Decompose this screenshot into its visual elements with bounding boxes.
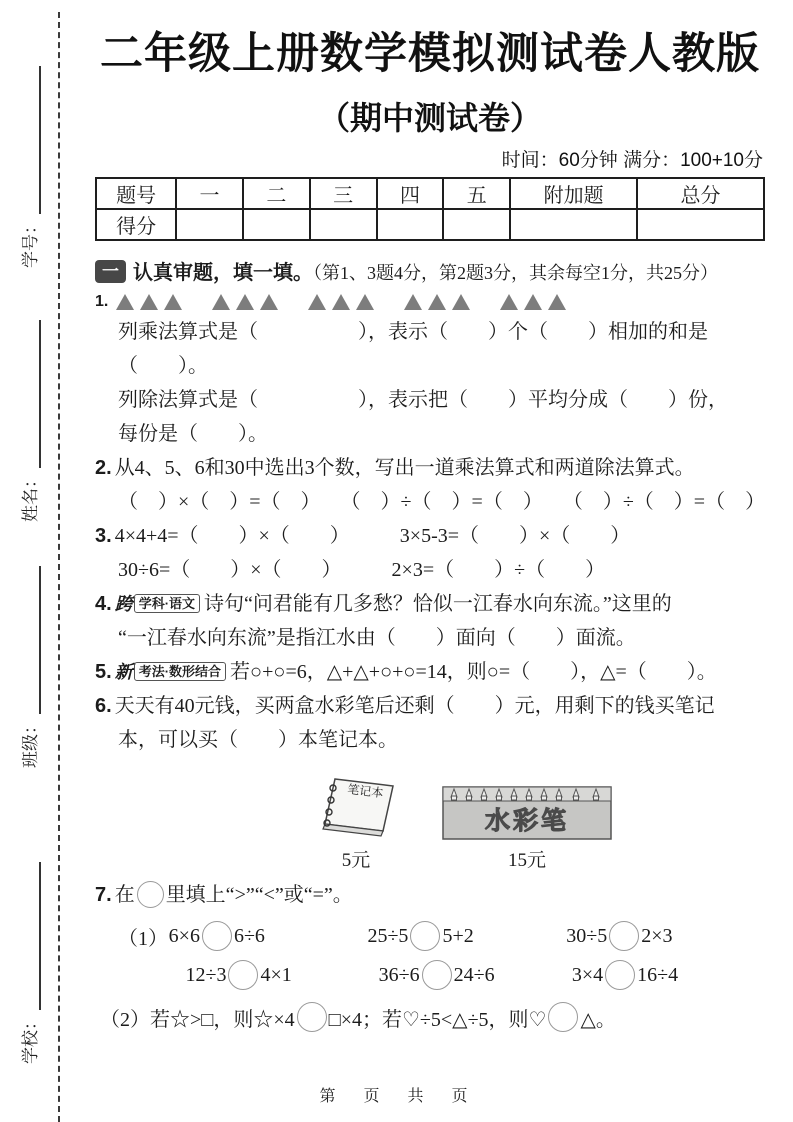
question-4-number: 4.	[95, 593, 112, 615]
score-cell	[510, 209, 637, 240]
page-title: 二年级上册数学模拟测试卷人教版	[100, 30, 760, 78]
comparison-item	[379, 960, 572, 990]
page-footer: 第 页 共 页	[319, 1088, 474, 1105]
answer-circle	[137, 881, 164, 908]
answer-circle	[605, 960, 635, 990]
question-7-part1-row2	[95, 960, 765, 990]
question-6-line-2: 本，可以买（ ）本笔记本。	[118, 729, 398, 751]
header-section-3: 三	[310, 178, 377, 209]
question-5-number: 5.	[95, 661, 112, 683]
triangle-icon	[116, 294, 134, 310]
triangle-group	[500, 294, 566, 310]
cross-subject-tag-box: 学科·语文	[134, 594, 200, 613]
answer-circle	[548, 1002, 578, 1032]
comparison-item	[572, 960, 765, 990]
comparison-item	[169, 921, 368, 951]
comparison-left: 30÷5	[566, 924, 608, 947]
question-4-text	[95, 587, 765, 621]
triangle-icon	[500, 294, 518, 310]
comparison-item	[566, 921, 765, 951]
triangle-icon	[452, 294, 470, 310]
comparison-right: 2×3	[641, 924, 673, 947]
page-subtitle: （期中测试卷）	[317, 100, 542, 136]
class-field	[15, 566, 41, 768]
question-1-figure	[95, 293, 765, 311]
class-blank-line	[23, 566, 41, 714]
student-number-blank-line	[23, 66, 41, 214]
student-number-field	[15, 66, 41, 268]
fold-dashed-line	[58, 12, 60, 1122]
question-1-line-1: 列乘法算式是（ ），表示（ ）个（ ）相加的和是（ ）。	[118, 321, 708, 377]
question-4-stem: 诗句“问君能有几多愁？恰似一江春水向东流。”这里的	[204, 593, 672, 615]
paintbox-figure	[441, 779, 613, 872]
new-method-tag-box: 考法·数形结合	[134, 662, 226, 681]
part2-label: （2）	[100, 1008, 150, 1031]
question-4-line-2: “一江春水向东流”是指江水由（ ）面向（ ）面流。	[118, 627, 636, 649]
question-5-text	[95, 655, 765, 689]
cross-subject-tag-prefix: 跨	[114, 594, 133, 614]
question-7-part2	[95, 1002, 765, 1032]
section-title: 认真审题，填一填。	[133, 262, 313, 284]
comparison-right: 24÷6	[453, 963, 495, 986]
question-7-part1-row1	[95, 921, 765, 951]
question-7-number: 7.	[95, 884, 112, 906]
question-1-number: 1.	[95, 293, 109, 310]
class-label: 班级：	[21, 717, 40, 768]
triangle-icon	[356, 294, 374, 310]
question-7-intro	[95, 878, 765, 912]
header-section-2: 二	[243, 178, 310, 209]
comparison-left: 25÷5	[367, 924, 409, 947]
score-table-header-row	[96, 178, 764, 209]
triangle-icon	[524, 294, 542, 310]
answer-circle	[410, 921, 440, 951]
triangle-icon	[236, 294, 254, 310]
school-label: 学校：	[21, 1013, 40, 1064]
score-cell	[243, 209, 310, 240]
triangle-icon	[548, 294, 566, 310]
section-score-note: （第1、3题4分，第2题3分，其余每空1分，共25分）	[313, 263, 718, 283]
student-name-field	[15, 320, 41, 522]
comparison-right: 5+2	[442, 924, 474, 947]
notebook-image	[313, 767, 399, 843]
school-field	[15, 862, 41, 1064]
triangle-group	[404, 294, 470, 310]
new-method-tag-prefix: 新	[114, 662, 133, 682]
paper-content	[62, 0, 793, 1122]
notebook-figure	[313, 767, 399, 872]
answer-circle	[228, 960, 258, 990]
triangle-group	[212, 294, 278, 310]
triangle-icon	[308, 294, 326, 310]
answer-circle	[297, 1002, 327, 1032]
score-cell	[176, 209, 243, 240]
student-name-blank-line	[23, 320, 41, 468]
part2-segment-2: □×4；若♡÷5<△÷5，则♡	[328, 1008, 547, 1031]
answer-circle	[609, 921, 639, 951]
score-table	[95, 177, 765, 241]
comparison-left: 3×4	[571, 963, 604, 986]
school-blank-line	[23, 862, 41, 1010]
triangle-group	[116, 294, 182, 310]
notebook-price: 5元	[341, 850, 371, 871]
comparison-left: 36÷6	[378, 963, 420, 986]
triangle-icon	[332, 294, 350, 310]
score-cell	[637, 209, 764, 240]
comparison-left: 6×6	[168, 924, 200, 947]
comparison-right: 4×1	[260, 963, 292, 986]
question-2-number: 2.	[95, 457, 112, 479]
triangle-icon	[404, 294, 422, 310]
header-section-4: 四	[377, 178, 444, 209]
student-number-label: 学号：	[21, 217, 40, 268]
question-2-stem: 从4、5、6和30中选出3个数，写出一道乘法算式和两道除法算式。	[114, 457, 695, 479]
comparison-left: 12÷3	[185, 963, 227, 986]
student-name-label: 姓名：	[21, 471, 40, 522]
question-7-intro-suffix: 里填上“>”“<”或“=”。	[165, 884, 353, 906]
notebook-label: 笔记本	[346, 782, 385, 801]
time-score-meta: 时间：60分钟 满分：100+10分	[501, 150, 763, 171]
part1-label: （1）	[118, 927, 168, 950]
paintbox-label: 水彩笔	[484, 808, 570, 835]
triangle-icon	[428, 294, 446, 310]
score-row-label: 得分	[96, 209, 176, 240]
paintbox-image	[441, 779, 613, 843]
score-cell	[377, 209, 444, 240]
header-total: 总分	[637, 178, 764, 209]
answer-circle	[202, 921, 232, 951]
triangle-icon	[164, 294, 182, 310]
comparison-item	[367, 921, 566, 951]
question-6-figures	[313, 767, 765, 872]
comparison-right: 16÷4	[637, 963, 679, 986]
question-1-line-3: 每份是（ ）。	[118, 423, 268, 445]
header-section-5: 五	[443, 178, 510, 209]
triangle-icon	[260, 294, 278, 310]
header-extra-credit: 附加题	[510, 178, 637, 209]
score-table-score-row	[96, 209, 764, 240]
question-5-stem: 若○+○=6，△+△+○+○=14，则○=（ ），△=（ ）。	[230, 661, 717, 683]
section-number-badge: 一	[95, 260, 126, 283]
comparison-item	[185, 960, 378, 990]
part2-segment-3: △。	[580, 1008, 616, 1031]
comparison-right: 6÷6	[233, 924, 265, 947]
question-6-text	[95, 689, 765, 723]
triangle-icon	[140, 294, 158, 310]
question-1-line-2: 列除法算式是（ ），表示把（ ）平均分成（ ）份，	[118, 389, 728, 411]
question-3-line-2: 30÷6=（ ）×（ ） 2×3=（ ）÷（ ）	[118, 559, 606, 581]
question-3-number: 3.	[95, 525, 112, 547]
triangle-group	[308, 294, 374, 310]
score-cell	[443, 209, 510, 240]
question-2-text	[95, 451, 765, 485]
question-2-blanks: （ ）×（ ）=（ ） （ ）÷（ ）=（ ） （ ）÷（ ）=（ ）	[118, 491, 766, 513]
header-question-number: 题号	[96, 178, 176, 209]
question-3-equations-1: 4×4+4=（ ）×（ ） 3×5-3=（ ）×（ ）	[114, 525, 631, 547]
paintbox-price: 15元	[507, 850, 546, 871]
question-6-number: 6.	[95, 695, 112, 717]
question-3-line-1	[95, 519, 765, 553]
score-cell	[310, 209, 377, 240]
student-info-margin	[0, 0, 62, 1122]
header-section-1: 一	[176, 178, 243, 209]
part2-segment-1: 若☆>□，则☆×4	[150, 1008, 295, 1031]
question-6-stem: 天天有40元钱，买两盒水彩笔后还剩（ ）元，用剩下的钱买笔记	[114, 695, 715, 717]
question-7-intro-prefix: 在	[114, 884, 135, 906]
triangle-icon	[212, 294, 230, 310]
answer-circle	[422, 960, 452, 990]
section-one-header	[95, 256, 765, 285]
